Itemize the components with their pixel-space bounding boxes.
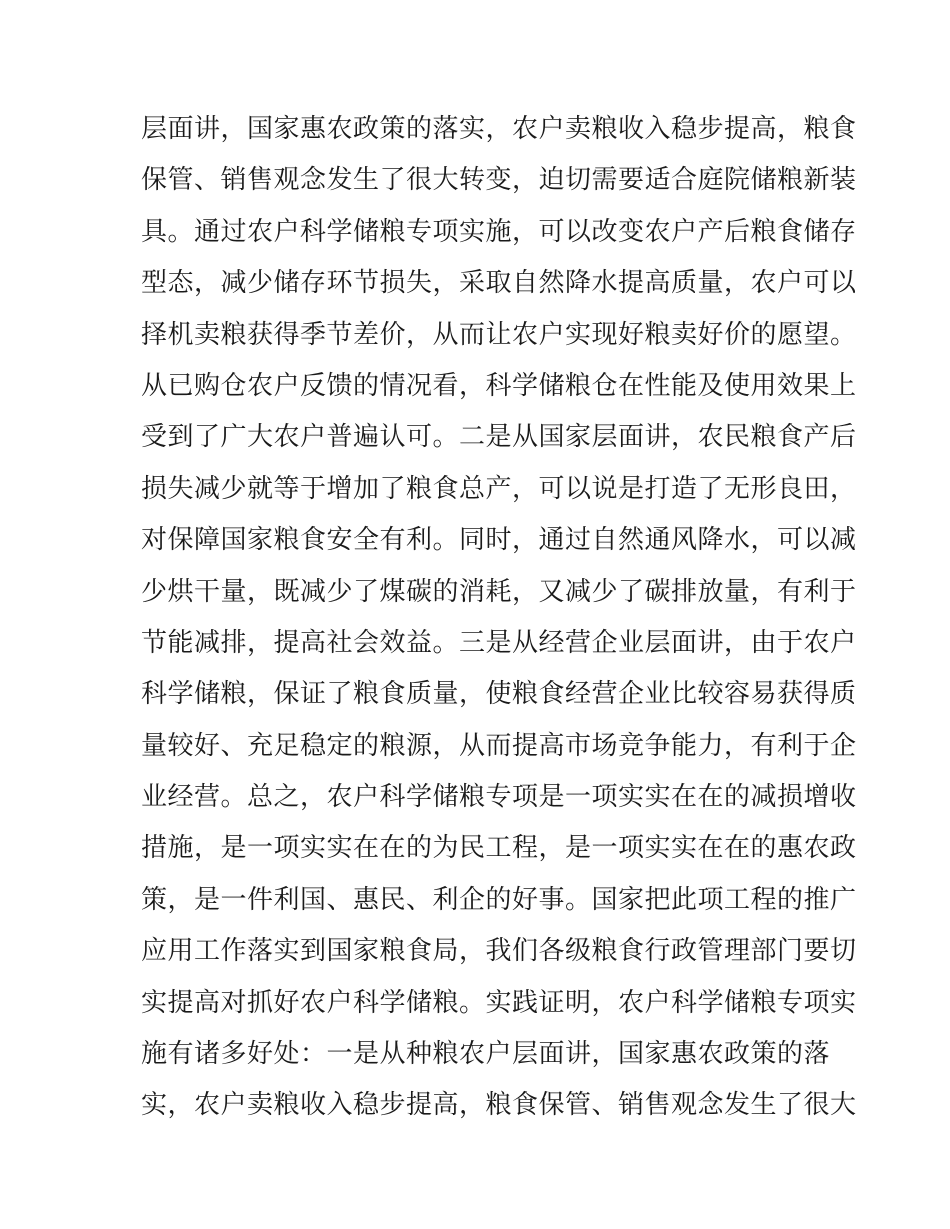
text-line: 量较好、充足稳定的粮源，从而提高市场竞争能力，有利于企 bbox=[141, 730, 857, 761]
text-line: 应用工作落实到国家粮食局，我们各级粮食行政管理部门要切 bbox=[141, 936, 857, 967]
text-line: 实提高对抓好农户科学储粮。实践证明，农户科学储粮专项实 bbox=[141, 987, 857, 1018]
text-line: 层面讲，国家惠农政策的落实，农户卖粮收入稳步提高，粮食 bbox=[141, 114, 857, 144]
text-line: 少烘干量，既减少了煤碳的消耗，又减少了碳排放量，有利于 bbox=[141, 576, 857, 607]
text-line: 策，是一件利国、惠民、利企的好事。国家把此项工程的推广 bbox=[141, 884, 857, 915]
text-line: 损失减少就等于增加了粮食总产，可以说是打造了无形良田， bbox=[141, 473, 857, 504]
text-line: 保管、销售观念发生了很大转变，迫切需要适合庭院储粮新装 bbox=[141, 165, 857, 196]
text-line: 业经营。总之，农户科学储粮专项是一项实实在在的减损增收 bbox=[141, 782, 857, 813]
text-line: 受到了广大农户普遍认可。二是从国家层面讲，农民粮食产后 bbox=[141, 422, 857, 453]
text-line: 实，农户卖粮收入稳步提高，粮食保管、销售观念发生了很大 bbox=[141, 1090, 857, 1121]
text-line: 型态，减少储存环节损失，采取自然降水提高质量，农户可以 bbox=[141, 268, 857, 299]
text-line: 从已购仓农户反馈的情况看，科学储粮仓在性能及使用效果上 bbox=[141, 370, 857, 401]
text-line: 对保障国家粮食安全有利。同时，通过自然通风降水，可以减 bbox=[141, 525, 857, 556]
text-line: 择机卖粮获得季节差价，从而让农户实现好粮卖好价的愿望。 bbox=[141, 319, 857, 350]
text-line: 节能减排，提高社会效益。三是从经营企业层面讲，由于农户 bbox=[141, 627, 857, 658]
text-line: 科学储粮，保证了粮食质量，使粮食经营企业比较容易获得质 bbox=[141, 679, 857, 710]
text-line: 施有诸多好处：一是从种粮农户层面讲，国家惠农政策的落 bbox=[141, 1039, 831, 1070]
text-line: 措施，是一项实实在在的为民工程，是一项实实在在的惠农政 bbox=[141, 833, 857, 864]
body-text bbox=[141, 104, 857, 1132]
text-line: 具。通过农户科学储粮专项实施，可以改变农户产后粮食储存 bbox=[141, 216, 857, 247]
